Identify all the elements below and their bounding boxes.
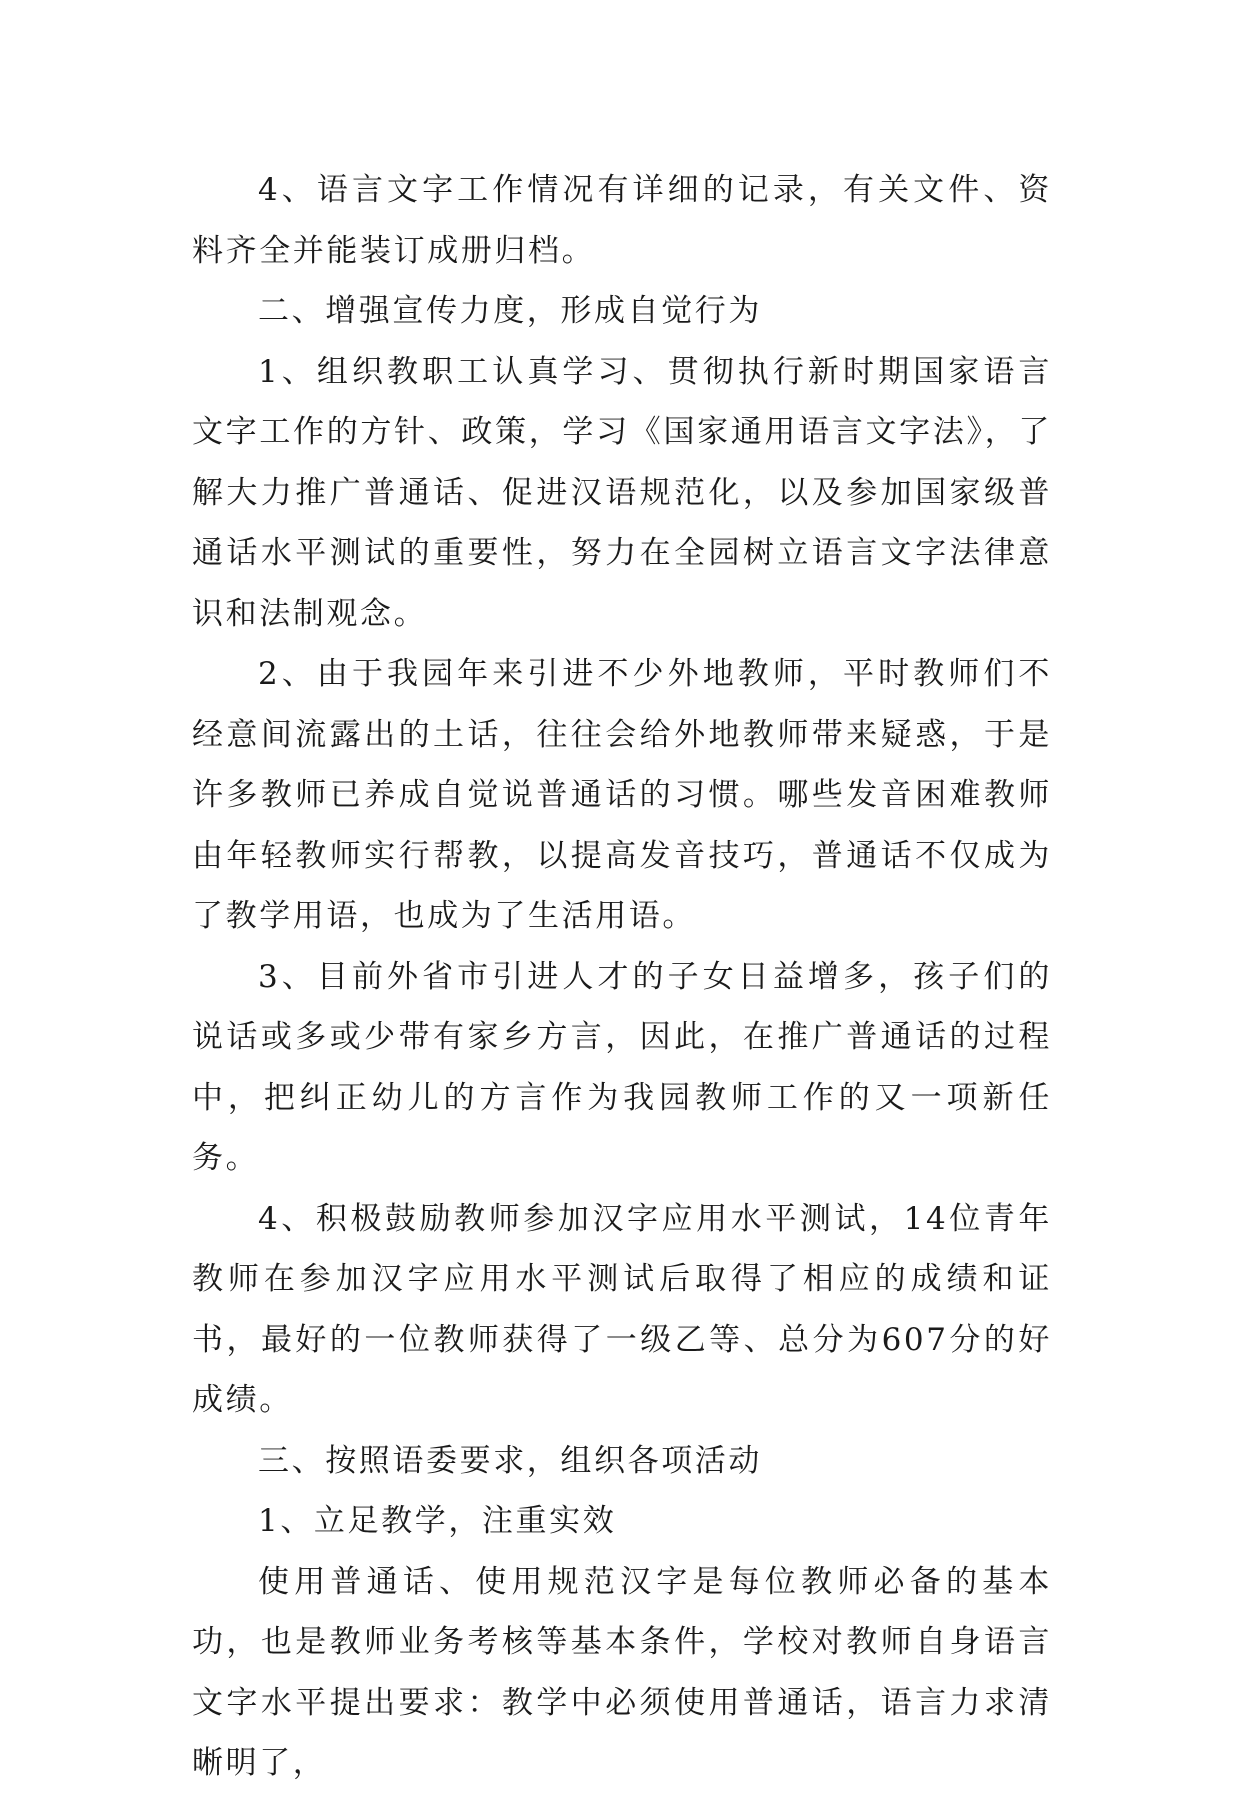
- heading-activities: 三、按照语委要求，组织各项活动: [258, 1442, 762, 1479]
- heading-publicity: 二、增强宣传力度，形成自觉行为: [258, 293, 762, 329]
- paragraph-basic-skills: 使用普通话、使用规范汉字是每位教师必备的基本功，也是教师业务考核等基本条件，学校对教师自身语言文字水平提出要求：教学中必须使用普通话，语言力求清晰明了，: [192, 1563, 1052, 1781]
- paragraph-study-law: 1、组织教职工认真学习、贯彻执行新时期国家语言文字工作的方针、政策，学习《国家通用语言文字法》，了解大力推广普通话、促进汉语规范化，以及参加国家级普通话水平测试的重要性，努力在全园树立语言文字法律意识和法制观念。: [192, 353, 1052, 632]
- paragraph-hanzi-test: 4、积极鼓励教师参加汉字应用水平测试，14位青年教师在参加汉字应用水平测试后取得了相应的成绩和证书，最好的一位教师获得了一级乙等、总分为607分的好成绩。: [192, 1200, 1052, 1418]
- paragraph-children-dialect: 3、目前外省市引进人才的子女日益增多，孩子们的说话或多或少带有家乡方言，因此，在推广普通话的过程中，把纠正幼儿的方言作为我园教师工作的又一项新任务。: [192, 958, 1052, 1176]
- subheading-teaching: 1、立足教学，注重实效: [258, 1503, 617, 1539]
- paragraph-records: 4、语言文字工作情况有详细的记录，有关文件、资料齐全并能装订成册归档。: [192, 172, 1052, 269]
- document-body: [192, 160, 1052, 1794]
- paragraph-dialect-teachers: 2、由于我园年来引进不少外地教师，平时教师们不经意间流露出的土话，往往会给外地教师带来疑惑，于是许多教师已养成自觉说普通话的习惯。哪些发音困难教师由年轻教师实行帮教，以提高发音技巧，普通话不仅成为了教学用语，也成为了生活用语。: [192, 656, 1052, 934]
